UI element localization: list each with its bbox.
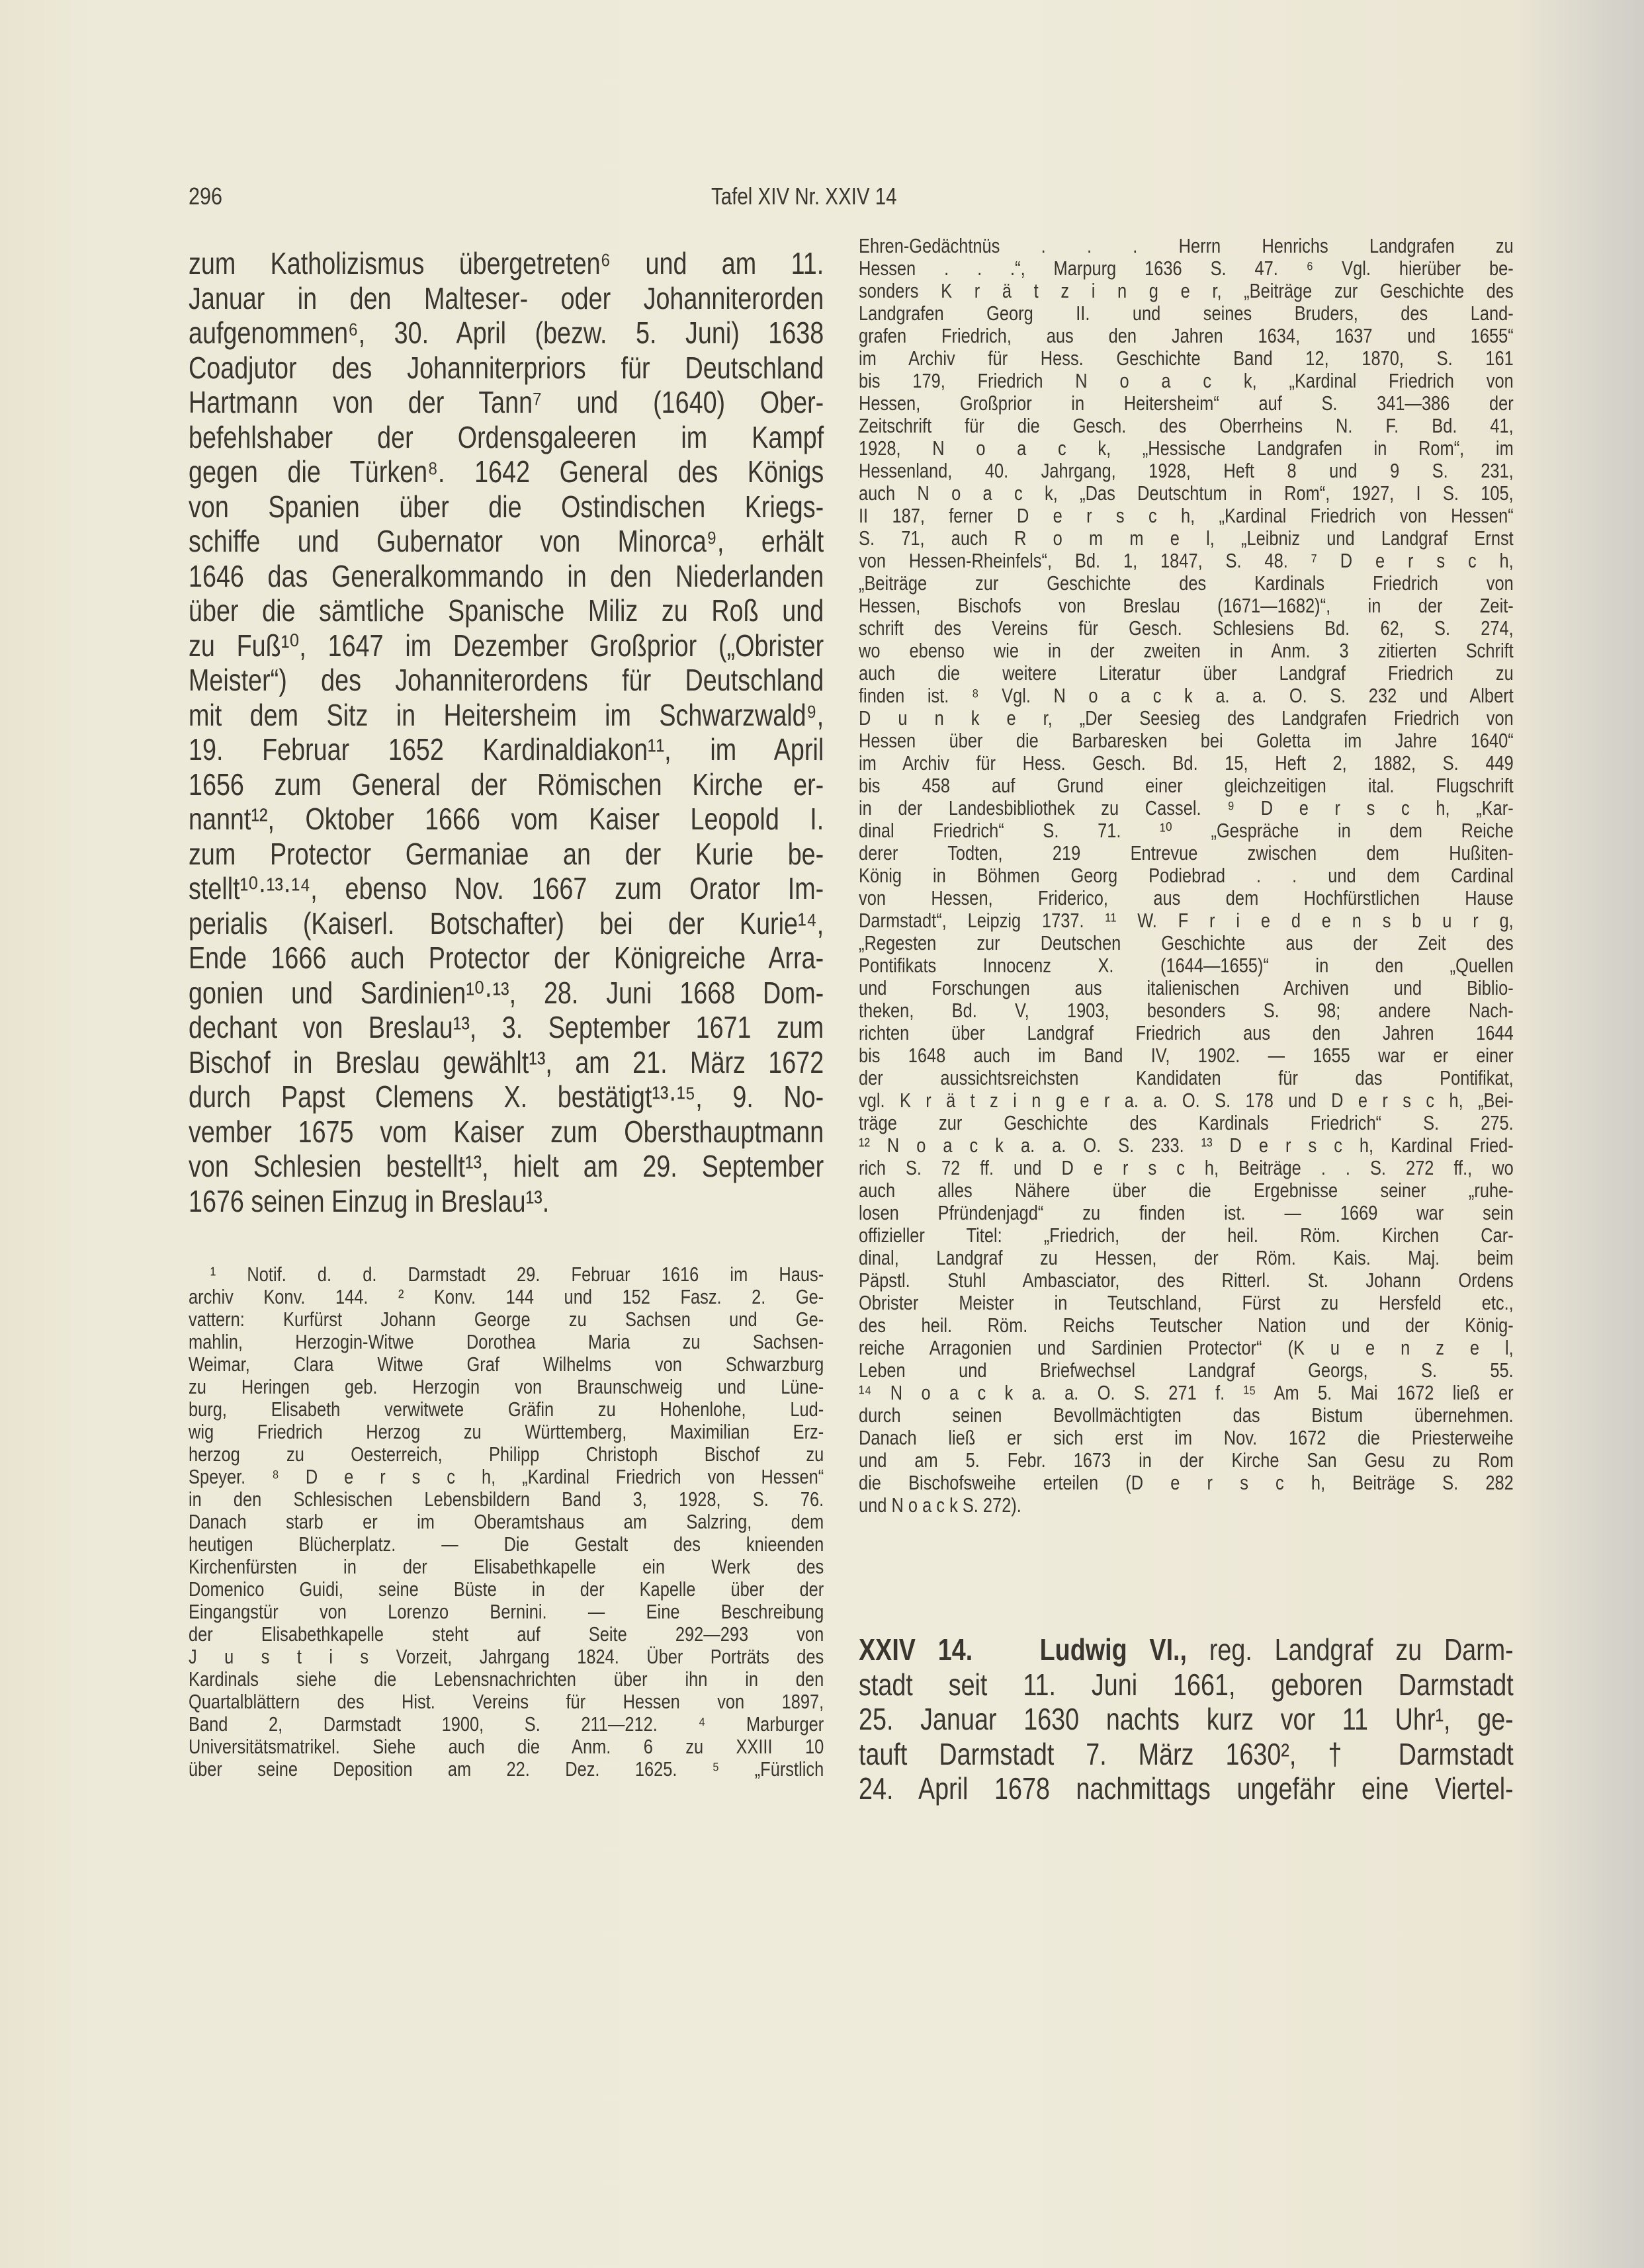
text-line: dinal Friedrich“ S. 71. ¹⁰ „Gespräche in dem Reiche <box>859 819 1514 842</box>
footnotes-left-column <box>189 1263 824 1781</box>
text-line: Weimar, Clara Witwe Graf Wilhelms von Schwarzburg <box>189 1353 824 1376</box>
footnotes-right-column <box>859 235 1514 1517</box>
text-line: in der Landesbibliothek zu Cassel. ⁹ D e r s c h, „Kar- <box>859 796 1514 819</box>
text-line: theken, Bd. V, 1903, besonders S. 98; andere Nach- <box>859 999 1514 1022</box>
text-line: über seine Deposition am 22. Dez. 1625. ⁵ „Fürstlich <box>189 1757 824 1781</box>
text-line: auch N o a c k, „Das Deutschtum in Rom“, 1927, I S. 105, <box>859 482 1514 505</box>
text-line: von Hessen, Friderico, aus dem Hochfürstlichen Hause <box>859 886 1514 909</box>
text-line: Zeitschrift für die Gesch. des Oberrheins N. F. Bd. 41, <box>859 414 1514 437</box>
text-line: auch alles Nähere über die Ergebnisse seiner „ruhe- <box>859 1179 1514 1202</box>
entry-text-line: stadt seit 11. Juni 1661, geboren Darmstadt <box>859 1667 1514 1702</box>
text-line: ¹² N o a c k a. a. O. S. 233. ¹³ D e r s c h, Kardinal Fried- <box>859 1134 1514 1157</box>
text-line: Landgrafen Georg II. und seines Bruders, des Land- <box>859 302 1514 325</box>
text-line: 1646 das Generalkommando in den Niederlanden <box>189 558 824 593</box>
text-line: auch die weitere Literatur über Landgraf Friedrich zu <box>859 661 1514 685</box>
text-line: und Forschungen aus italienischen Archiven und Biblio- <box>859 976 1514 999</box>
text-line: Hessenland, 40. Jahrgang, 1928, Heft 8 und 9 S. 231, <box>859 459 1514 482</box>
text-line: Eingangstür von Lorenzo Bernini. — Eine Beschreibung <box>189 1600 824 1623</box>
text-line: burg, Elisabeth verwitwete Gräfin zu Hohenlohe, Lud- <box>189 1398 824 1421</box>
text-line: Obrister Meister in Teutschland, Fürst zu Hersfeld etc., <box>859 1291 1514 1314</box>
text-line: und am 5. Febr. 1673 in der Kirche San Gesu zu Rom <box>859 1449 1514 1472</box>
text-line: perialis (Kaiserl. Botschafter) bei der Kurie¹⁴, <box>189 905 824 941</box>
text-line: bis 1648 auch im Band IV, 1902. — 1655 war er einer <box>859 1044 1514 1067</box>
text-line: herzog zu Oesterreich, Philipp Christoph Bischof zu <box>189 1443 824 1466</box>
text-line: von Schlesien bestellt¹³, hielt am 29. September <box>189 1149 824 1183</box>
text-line: S. 71, auch R o m m e l, „Leibniz und Landgraf Ernst <box>859 526 1514 550</box>
text-line: träge zur Geschichte des Kardinals Friedrich“ S. 275. <box>859 1111 1514 1134</box>
genealogy-entry <box>859 1632 1514 1806</box>
text-line: derer Todten, 219 Entrevue zwischen dem Hußiten- <box>859 841 1514 864</box>
text-line: und N o a c k S. 272). <box>859 1493 1021 1517</box>
text-line: Danach ließ er sich erst im Nov. 1672 die Priesterweihe <box>859 1426 1514 1449</box>
text-line: Januar in den Malteser- oder Johanniterorden <box>189 280 824 315</box>
text-line: im Archiv für Hess. Geschichte Band 12, 1870, S. 161 <box>859 347 1514 370</box>
text-line: 1656 zum General der Römischen Kirche er- <box>189 767 824 802</box>
text-line: die Bischofsweihe erteilen (D e r s c h, Beiträge S. 282 <box>859 1471 1514 1494</box>
text-line: Hartmann von der Tann⁷ und (1640) Ober- <box>189 385 824 419</box>
text-line: über die sämtliche Spanische Miliz zu Roß und <box>189 593 824 628</box>
text-line: der Elisabethkapelle steht auf Seite 292—293 von <box>189 1622 824 1646</box>
text-line: Kardinals siehe die Lebensnachrichten über ihn in den <box>189 1667 824 1691</box>
text-line: zu Fuß¹⁰, 1647 im Dezember Großprior („Obrister <box>189 628 824 663</box>
text-line: finden ist. ⁸ Vgl. N o a c k a. a. O. S. 232 und Albert <box>859 684 1514 707</box>
text-line: stellt¹⁰·¹³·¹⁴, ebenso Nov. 1667 zum Orator Im- <box>189 871 824 905</box>
text-line: J u s t i s Vorzeit, Jahrgang 1824. Über Porträts des <box>189 1645 824 1668</box>
main-text-column <box>189 246 824 1218</box>
text-line: D u n k e r, „Der Seesieg des Landgrafen Friedrich von <box>859 706 1514 730</box>
text-line: Hessen . . .“, Marpurg 1636 S. 47. ⁶ Vgl. hierüber be- <box>859 257 1514 280</box>
text-line: dechant von Breslau¹³, 3. September 1671 zum <box>189 1010 824 1044</box>
text-line: ¹ Notif. d. d. Darmstadt 29. Februar 1616 im Haus- <box>210 1263 824 1286</box>
text-line: gonien und Sardinien¹⁰·¹³, 28. Juni 1668 Dom- <box>189 975 824 1010</box>
page-number: 296 <box>189 183 223 210</box>
text-line: zum Protector Germaniae an der Kurie be- <box>189 836 824 871</box>
text-line: reiche Arragonien und Sardinien Protector“ (K u e n z e l, <box>859 1336 1514 1359</box>
text-line: archiv Konv. 144. ² Konv. 144 und 152 Fasz. 2. Ge- <box>189 1285 824 1308</box>
text-line: durch Papst Clemens X. bestätigt¹³·¹⁵, 9. No- <box>189 1079 824 1114</box>
text-line: zu Heringen geb. Herzogin von Braunschweig und Lüne- <box>189 1375 824 1398</box>
text-line: wig Friedrich Herzog zu Württemberg, Maximilian Erz- <box>189 1420 824 1443</box>
text-line: Bischof in Breslau gewählt¹³, am 21. März 1672 <box>189 1044 824 1079</box>
text-line: durch seinen Bevollmächtigten das Bistum übernehmen. <box>859 1404 1514 1427</box>
text-line: der aussichtsreichsten Kandidaten für das Pontifikat, <box>859 1066 1514 1089</box>
text-line: Hessen, Großprior in Heitersheim“ auf S. 341—386 der <box>859 392 1514 415</box>
text-line: dinal, Landgraf zu Hessen, der Röm. Kais. Maj. beim <box>859 1246 1514 1269</box>
text-line: Hessen, Bischofs von Breslau (1671—1682)“, in der Zeit- <box>859 594 1514 617</box>
entry-name: Ludwig VI., <box>1039 1632 1188 1667</box>
entry-heading-rest: reg. Landgraf zu Darm- <box>1209 1632 1514 1667</box>
text-line: in den Schlesischen Lebensbildern Band 3, 1928, S. 76. <box>189 1488 824 1511</box>
text-line: vgl. K r ä t z i n g e r a. a. O. S. 178 und D e r s c h, „Bei- <box>859 1089 1514 1112</box>
text-line: Speyer. ⁸ D e r s c h, „Kardinal Friedrich von Hessen“ <box>189 1465 824 1488</box>
text-line: gegen die Türken⁸. 1642 General des Königs <box>189 454 824 489</box>
entry-text-line: 25. Januar 1630 nachts kurz vor 11 Uhr¹, ge- <box>859 1702 1514 1736</box>
text-line: schiffe und Gubernator von Minorca⁹, erhält <box>189 524 824 558</box>
text-line: von Hessen-Rheinfels“, Bd. 1, 1847, S. 48. ⁷ D e r s c h, <box>859 549 1514 572</box>
text-line: 1928, N o a c k, „Hessische Landgrafen in Rom“, im <box>859 437 1514 460</box>
text-line: grafen Friedrich, aus den Jahren 1634, 1637 und 1655“ <box>859 324 1514 347</box>
text-line: „Beiträge zur Geschichte des Kardinals Friedrich von <box>859 571 1514 595</box>
text-line: Kirchenfürsten in der Elisabethkapelle ein Werk des <box>189 1555 824 1578</box>
text-line: vember 1675 vom Kaiser zum Obersthauptmann <box>189 1114 824 1149</box>
text-line: 19. Februar 1652 Kardinaldiakon¹¹, im April <box>189 732 824 767</box>
text-line: Danach starb er im Oberamtshaus am Salzring, dem <box>189 1510 824 1533</box>
text-line: bis 179, Friedrich N o a c k, „Kardinal Friedrich von <box>859 369 1514 392</box>
text-line: rich S. 72 ff. und D e r s c h, Beiträge . . S. 272 ff., wo <box>859 1156 1514 1179</box>
running-header <box>189 183 1512 212</box>
text-line: „Regesten zur Deutschen Geschichte aus der Zeit des <box>859 931 1514 954</box>
entry-text-line: tauft Darmstadt 7. März 1630², † Darmstadt <box>859 1736 1514 1771</box>
text-line: von Spanien über die Ostindischen Kriegs- <box>189 489 824 524</box>
text-line: des heil. Röm. Reichs Teutscher Nation und der König- <box>859 1314 1514 1337</box>
running-title: Tafel XIV Nr. XXIV 14 <box>711 183 897 210</box>
text-line: befehlshaber der Ordensgaleeren im Kampf <box>189 419 824 454</box>
text-line: aufgenommen⁶, 30. April (bezw. 5. Juni) 1638 <box>189 315 824 350</box>
text-line: sonders K r ä t z i n g e r, „Beiträge zur Geschichte des <box>859 279 1514 302</box>
text-line: Pontifikats Innocenz X. (1644—1655)“ in den „Quellen <box>859 954 1514 977</box>
entry-text-line: 24. April 1678 nachmittags ungefähr eine Viertel- <box>859 1771 1514 1806</box>
text-line: Band 2, Darmstadt 1900, S. 211—212. ⁴ Marburger <box>189 1712 824 1736</box>
text-line: vattern: Kurfürst Johann George zu Sachsen und Ge- <box>189 1308 824 1331</box>
text-line: bis 458 auf Grund einer gleichzeitigen ital. Flugschrift <box>859 774 1514 797</box>
text-line: Hessen über die Barbaresken bei Goletta im Jahre 1640“ <box>859 729 1514 752</box>
text-line: losen Pfründenjagd“ zu finden ist. — 1669 war sein <box>859 1201 1514 1224</box>
text-line: im Archiv für Hess. Gesch. Bd. 15, Heft 2, 1882, S. 449 <box>859 751 1514 775</box>
text-line: mit dem Sitz in Heitersheim im Schwarzwald⁹, <box>189 697 824 732</box>
text-line: Domenico Guidi, seine Büste in der Kapelle über der <box>189 1577 824 1601</box>
text-line: Coadjutor des Johanniterpriors für Deutschland <box>189 350 824 385</box>
text-line: II 187, ferner D e r s c h, „Kardinal Friedrich von Hessen“ <box>859 504 1514 527</box>
text-line: Ehren-Gedächtnüs . . . Herrn Henrichs Landgrafen zu <box>859 234 1514 257</box>
text-line: Darmstadt“, Leipzig 1737. ¹¹ W. F r i e d e n s b u r g, <box>859 909 1514 932</box>
text-line: Quartalblättern des Hist. Vereins für Hessen von 1897, <box>189 1690 824 1713</box>
text-line: 1676 seinen Einzug in Breslau¹³. <box>189 1183 550 1218</box>
text-line: König in Böhmen Georg Podiebrad . . und dem Cardinal <box>859 864 1514 887</box>
text-line: Ende 1666 auch Protector der Königreiche Arra- <box>189 941 824 975</box>
entry-number: XXIV 14. <box>859 1632 973 1667</box>
entry-heading-line <box>859 1632 1514 1667</box>
text-line: zum Katholizismus übergetreten⁶ und am 11. <box>189 246 824 280</box>
text-line: Meister“) des Johanniterordens für Deutschland <box>189 663 824 697</box>
text-line: heutigen Blücherplatz. — Die Gestalt des knieenden <box>189 1533 824 1556</box>
text-line: mahlin, Herzogin-Witwe Dorothea Maria zu Sachsen- <box>189 1330 824 1353</box>
text-line: Päpstl. Stuhl Ambasciator, des Ritterl. St. Johann Ordens <box>859 1269 1514 1292</box>
text-line: Universitätsmatrikel. Siehe auch die Anm. 6 zu XXIII 10 <box>189 1735 824 1758</box>
text-line: schrift des Vereins für Gesch. Schlesiens Bd. 62, S. 274, <box>859 616 1514 640</box>
text-line: nannt¹², Oktober 1666 vom Kaiser Leopold I. <box>189 802 824 836</box>
text-line: wo ebenso wie in der zweiten in Anm. 3 zitierten Schrift <box>859 639 1514 662</box>
text-line: Leben und Briefwechsel Landgraf Georgs, S. 55. <box>859 1359 1514 1382</box>
text-line: richten über Landgraf Friedrich aus den Jahren 1644 <box>859 1021 1514 1044</box>
text-line: offizieller Titel: „Friedrich, der heil. Röm. Kirchen Car- <box>859 1224 1514 1247</box>
text-line: ¹⁴ N o a c k a. a. O. S. 271 f. ¹⁵ Am 5. Mai 1672 ließ er <box>859 1381 1514 1404</box>
